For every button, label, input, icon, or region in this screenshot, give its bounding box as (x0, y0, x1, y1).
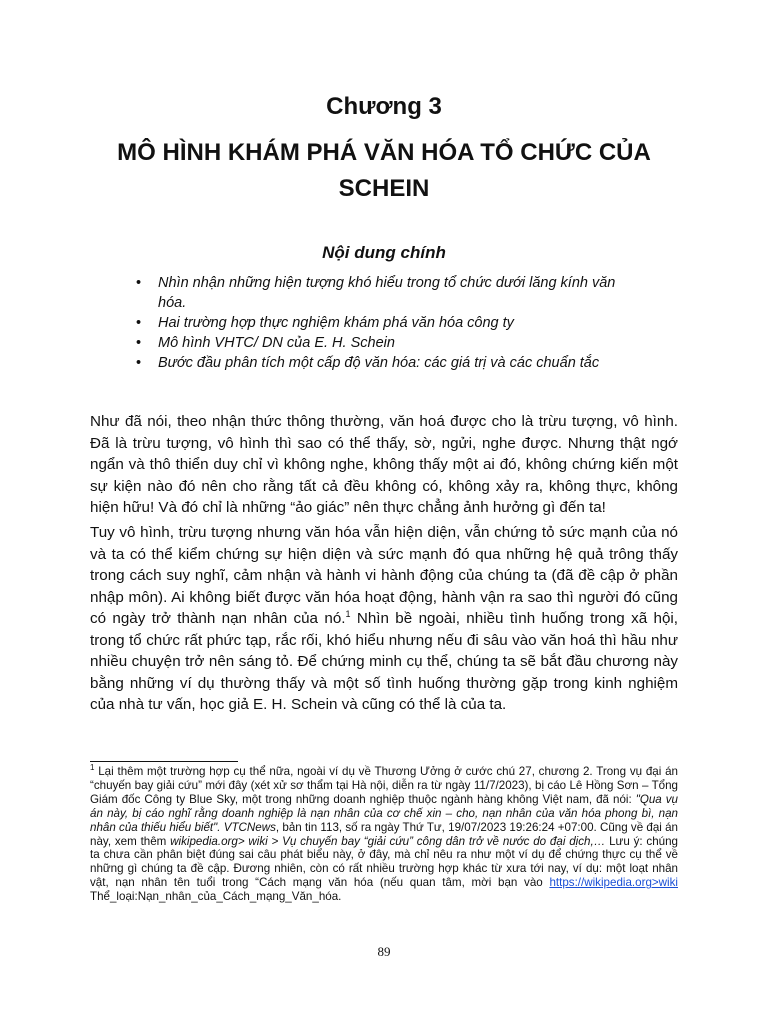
bullet-icon: • (136, 335, 142, 351)
chapter-title: MÔ HÌNH KHÁM PHÁ VĂN HÓA TỔ CHỨC CỦA SCHEIN (117, 139, 651, 202)
bullet-icon: • (136, 275, 142, 291)
summary-list (136, 273, 636, 373)
footnote-source: VTCNews (223, 820, 276, 834)
footnote-wiki-ref: wikipedia.org> wiki > Vụ chuyến bay “giải cứu” công dân trở về nước do đại dịch,… (170, 834, 606, 848)
page-number: 89 (377, 944, 391, 959)
chapter-number: Chương 3 (326, 93, 442, 120)
body-paragraph-2: Tuy vô hình, trừu tượng nhưng văn hóa vẫn hiện diện, vẫn chứng tỏ sức mạnh của nó và ta có thể kiểm chứng sự hiện diện và sức mạnh đó qua những hệ quả trông thấy trong cách suy nghĩ, cảm nhận và hành vi hành động của chúng ta (đã đề cập ở phần nhập môn). Ai không biết được văn hóa hoạt động, hành vận ra sao thì người đó cũng có ngày trở thành nạn nhân của nó.$^1$ Nhìn bề ngoài, nhiều tình huống trong xã hội, trong tổ chức rất phức tạp, rắc rối, khó hiểu nhưng nếu đi sâu vào văn hoá thì hầu như nhiều chuyện trở nên sáng tỏ. Để chứng minh cụ thể, chúng ta sẽ bắt đầu chương này bằng những ví dụ thường thấy và một số tình huống thường gặp trong kinh nghiệm của nhà tư vấn, học giả E. H. Schein và cũng có thể là của ta. (90, 524, 678, 713)
wikipedia-link[interactable]: https://wikipedia.org>wiki (549, 876, 678, 890)
bullet-icon: • (136, 355, 142, 371)
body-paragraph-1: Như đã nói, theo nhận thức thông thường, văn hoá được cho là trừu tượng, vô hình. Đã là trừu tượng, vô hình thì sao có thể thấy, sờ, ngửi, nghe được. Nhưng thật ngớ ngẩn và thô thiển duy chỉ vì không nghe, không thấy một ai đó, không chứng kiến một sự kiện nào đó nên cho rằng tất cả đều không có, không xảy ra, không thực, không hiện hữu! Và đó chỉ là những “ảo giác” nên thực chẳng ảnh hưởng gì đến ta! (90, 413, 678, 516)
summary-item: • Hai trường hợp thực nghiệm khám phá văn hóa công ty (136, 315, 514, 331)
summary-heading: Nội dung chính (322, 243, 446, 262)
footnote-reference[interactable]: 1 (345, 608, 351, 619)
footnote-marker: 1 (90, 763, 95, 773)
summary-item: • Mô hình VHTC/ DN của E. H. Schein (136, 335, 395, 351)
footnote: $^1$ Lại thêm một trường hợp cụ thể nữa, ngoài ví dụ về Thương Ưởng ở cước chú 27, chương 2. Trong vụ đại án “chuyến bay giải cứu” mới đây (xét xử sơ thẩm tại Hà nội, diễn ra từ ngày 11/7/2023), bị cáo Lê Hồng Sơn – Tổng Giám đốc Công ty Blue Sky, một trong những doanh nghiệp thuộc ngành hàng không Việt nam, đã nói: "Qua vụ án này, bị cáo nghĩ rằng doanh nghiệp là nạn nhân của cơ chế xin – cho, nạn nhân của văn hóa phong bì, nạn nhân của thiếu hiểu biết". VTCNews, bản tin 113, số ra ngày Thứ Tư, 19/07/2023 19:26:24 +07:00. Cũng về đại án này, xem thêm wikipedia.org> wiki > Vụ chuyến bay “giải cứu” công dân trở về nước do đại dịch,… Lưu ý: chúng ta chưa cần phân biệt đúng sai câu phát biểu này, ở đây, mà chỉ nêu ra như một ví dụ để chứng thực cụ thể về những gì chúng ta đề cập. Đương nhiên, còn có rất nhiều trường hợp khác từ xưa tới nay, ví dụ: một loạt nhân vật, nạn nhân tên tuổi trong “Cách mạng văn hóa (nếu quan tâm, mời bạn vào https://wikipedia.org>wiki Thể_loại:Nạn_nhân_của_Cách_mạng_Văn_hóa. (90, 763, 678, 904)
summary-item: • Nhìn nhận những hiện tượng khó hiểu trong tổ chức dưới lăng kính văn hóa. (136, 275, 616, 311)
bullet-icon: • (136, 315, 142, 331)
summary-item: • Bước đầu phân tích một cấp độ văn hóa: các giá trị và các chuẩn tắc (136, 355, 600, 371)
footnote-quote: "Qua vụ án này, bị cáo nghĩ rằng doanh nghiệp là nạn nhân của cơ chế xin – cho, nạn nhân của văn hóa phong bì, nạn nhân của thiếu hiểu biết". (90, 792, 678, 834)
footnote-separator (90, 761, 238, 762)
